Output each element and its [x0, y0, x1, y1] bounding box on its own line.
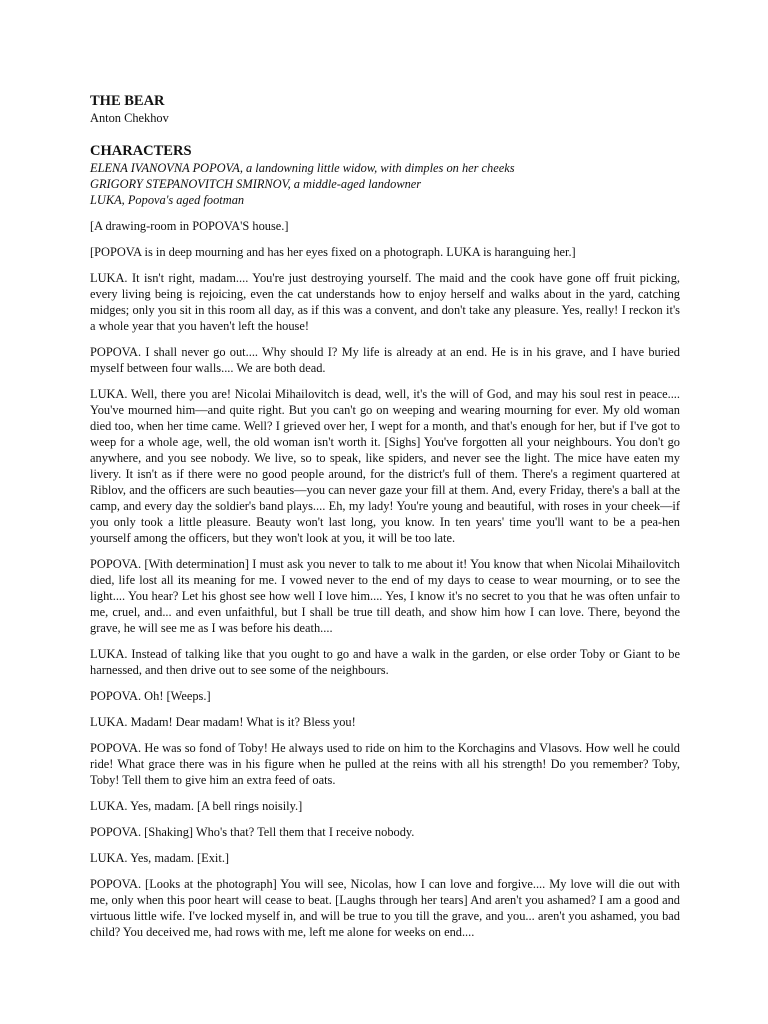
dialogue-paragraph: POPOVA. [With determination] I must ask you never to talk to me about it! You know that when Nicolai Mihailovitch died, life lost all its meaning for me. I vowed never to the end of my days to cease to wear mourning, or to see the light.... You hear? Let his ghost see how well I love him.... Yes, I know it's no secret to you that he was often unfair to me, cruel, and... and even unfaithful, but I shall be true till death, and show him how I can love. There, beyond the grave, he will see me as I was before his death.... [90, 557, 680, 635]
document-title: THE BEAR [90, 93, 165, 109]
stage-direction-opening: [POPOVA is in deep mourning and has her eyes fixed on a photograph. LUKA is haranguing her.] [90, 245, 576, 259]
dialogue-paragraph: POPOVA. Oh! [Weeps.] [90, 689, 211, 703]
dialogue-paragraph: LUKA. Yes, madam. [Exit.] [90, 851, 230, 865]
dialogue-paragraph: LUKA. Instead of talking like that you ought to go and have a walk in the garden, or else order Toby or Giant to be harnessed, and then drive out to see some of the neighbours. [90, 647, 680, 677]
dialogue-paragraph: LUKA. It isn't right, madam.... You're just destroying yourself. The maid and the cook have gone off fruit picking, every living being is rejoicing, even the cat understands how to enjoy herself and walks about in the yard, catching midges; only you sit in this room all day, as if this was a convent, and don't take any pleasure. Yes, really! I reckon it's a whole year that you haven't left the house! [90, 271, 680, 333]
dialogue-paragraph: LUKA. Yes, madam. [A bell rings noisily.] [90, 799, 303, 813]
stage-direction-setting: [A drawing-room in POPOVA'S house.] [90, 219, 289, 233]
dialogue-paragraph: LUKA. Well, there you are! Nicolai Mihailovitch is dead, well, it's the will of God, and may his soul rest in peace.... You've mourned him—and quite right. But you can't go on weeping and wearing mourning for ever. My old woman died too, when her time came. Well? I grieved over her, I wept for a month, and that's enough for her, but if I've got to weep for a whole age, well, the old woman isn't worth it. [Sighs] You've forgotten all your neighbours. You don't go anywhere, and you see nobody. We live, so to speak, like spiders, and never see the light. The mice have eaten my livery. It isn't as if there were no good people around, for the district's full of them. There's a regiment quartered at Riblov, and the officers are such beauties—you can never gaze your fill at them. And, every Friday, there's a ball at the camp, and every day the soldier's band plays.... Eh, my lady! You're young and beautiful, with roses in your cheek—if you only took a little pleasure. Beauty won't last long, you know. In ten years' time you'll want to be a pea-hen yourself among the officers, but they won't look at you, it will be too late. [90, 387, 680, 545]
dialogue-paragraph: LUKA. Madam! Dear madam! What is it? Bless you! [90, 715, 356, 729]
character-luka: LUKA, Popova's aged footman [90, 193, 245, 207]
document-author: Anton Chekhov [90, 111, 169, 125]
dialogue-paragraph: POPOVA. [Shaking] Who's that? Tell them that I receive nobody. [90, 825, 415, 839]
character-popova: ELENA IVANOVNA POPOVA, a landowning little widow, with dimples on her cheeks [90, 161, 515, 175]
document-page [90, 92, 680, 950]
dialogue-paragraph: POPOVA. [Looks at the photograph] You will see, Nicolas, how I can love and forgive.... My love will die out with me, only when this poor heart will cease to beat. [Laughs through her tears] And aren't you ashamed? I am a good and virtuous little wife. I've locked myself in, and will be true to you till the grave, and you... aren't you ashamed, you bad child? You deceived me, had rows with me, left me alone for weeks on end.... [90, 877, 680, 939]
dialogue-paragraph: POPOVA. I shall never go out.... Why should I? My life is already at an end. He is in his grave, and I have buried myself between four walls.... We are both dead. [90, 345, 680, 375]
characters-heading: CHARACTERS [90, 143, 192, 159]
dialogue-paragraph: POPOVA. He was so fond of Toby! He always used to ride on him to the Korchagins and Vlasovs. How well he could ride! What grace there was in his figure when he pulled at the reins with all his strength! Do you remember? Toby, Toby! Tell them to give him an extra feed of oats. [90, 741, 680, 787]
character-smirnov: GRIGORY STEPANOVITCH SMIRNOV, a middle-aged landowner [90, 177, 422, 191]
characters-list [90, 160, 680, 208]
